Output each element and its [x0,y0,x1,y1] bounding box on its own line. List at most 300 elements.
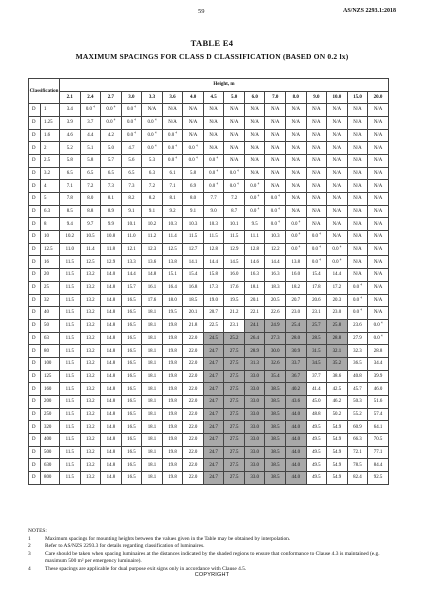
spacing-cell: 0.0 $^4$ [142,142,163,155]
spacing-cell: 14.8 [101,345,122,358]
spacing-cell: 0.0 $^4$ [183,142,204,155]
spacing-cell: N/A [265,167,286,180]
spacing-cell: N/A [327,104,348,117]
spacing-cell: 11.5 [60,434,81,447]
spacing-cell: 13.8 [286,256,307,269]
spacing-cell: 16.5 [121,421,142,434]
spacing-cell: 0.0 $^4$ [265,205,286,218]
spacing-cell: N/A [327,116,348,129]
spacing-cell: 11.4 [162,231,183,244]
class-value: 800 [41,472,60,485]
spacing-cell: 44.0 [286,446,307,459]
spacing-cell: 22.1 [244,307,265,320]
spacing-cell: 84.4 [368,459,389,472]
spacing-cell: 23.0 [286,307,307,320]
class-letter: D [29,408,41,421]
spacing-cell: 33.0 [244,408,265,421]
spacing-cell: 14.4 [121,269,142,282]
spacing-cell: 4.4 [80,129,101,142]
spacing-cell: 14.5 [224,256,245,269]
spacing-cell: 16.5 [121,319,142,332]
spacing-cell: 14.8 [101,307,122,320]
spacing-cell: N/A [286,205,307,218]
spacing-cell: 8.1 [162,193,183,206]
spacing-cell: 24.1 [244,319,265,332]
spacing-cell: 11.5 [60,345,81,358]
spacing-cell: 14.4 [203,256,224,269]
spacing-cell: 14.8 [101,396,122,409]
table-row [29,256,389,269]
height-col-header: 20.0 [368,92,389,104]
spacing-cell: N/A [265,116,286,129]
spacing-cell: 16.0 [286,269,307,282]
class-value: 500 [41,446,60,459]
spacing-cell: 0.0 $^4$ [286,243,307,256]
class-value: 6.3 [41,205,60,218]
spacing-cell: N/A [183,104,204,117]
spacing-cell: 19.8 [162,446,183,459]
height-col-header: 6.0 [244,92,265,104]
spacing-cell: 24.5 [203,332,224,345]
spacing-cell: N/A [347,142,368,155]
spacing-cell: 11.5 [60,332,81,345]
spacing-cell: 21.8 [183,319,204,332]
spacing-cell: 33.0 [244,472,265,485]
table-row [29,104,389,117]
spacing-cell: N/A [286,154,307,167]
spacing-cell: 9.4 [60,218,81,231]
spacing-cell: 0.0 $^4$ [162,129,183,142]
spacing-cell: 5.6 [121,154,142,167]
spacing-cell: 14.8 [101,408,122,421]
spacing-cell: N/A [327,167,348,180]
spacing-cell: 33.0 [244,396,265,409]
spacing-cell: 16.5 [121,383,142,396]
spacing-cell: 7.3 [101,180,122,193]
class-value: 630 [41,459,60,472]
spacing-cell: 0.0 $^4$ [101,116,122,129]
class-letter: D [29,383,41,396]
spacing-cell: 8.2 [142,193,163,206]
class-value: 2 [41,142,60,155]
spacing-cell: 24.7 [203,408,224,421]
spacing-cell: 13.2 [80,370,101,383]
spacing-cell: N/A [244,104,265,117]
class-letter: D [29,281,41,294]
spacing-cell: 16.5 [121,370,142,383]
spacing-cell: 14.1 [183,256,204,269]
spacing-cell: 18.1 [142,383,163,396]
spacing-cell: 11.5 [60,472,81,485]
spacing-cell: 25.4 [286,319,307,332]
spacing-cell: 5.3 [142,154,163,167]
spacing-cell: 9.9 [101,218,122,231]
table-row [29,370,389,383]
spacing-cell: 14.8 [101,434,122,447]
spacing-cell: 50.2 [327,408,348,421]
spacing-cell: 39.9 [368,370,389,383]
spacing-cell: 18.1 [244,281,265,294]
height-col-header: 10.0 [327,92,348,104]
spacing-cell: 11.4 [80,243,101,256]
spacing-cell: 20.7 [203,307,224,320]
spacing-cell: N/A [347,129,368,142]
spacing-cell: 24.7 [203,459,224,472]
table-row [29,307,389,320]
spacing-cell: 13.8 [162,256,183,269]
spacing-cell: 8.7 [224,205,245,218]
class-value: 80 [41,345,60,358]
spacing-cell: 16.3 [244,269,265,282]
spacing-cell: 48.8 [306,408,327,421]
class-value: 2.5 [41,154,60,167]
spacing-cell: 12.1 [121,243,142,256]
table-row [29,180,389,193]
spacing-cell: 11.1 [244,231,265,244]
spacing-cell: 0.0 $^4$ [327,243,348,256]
spacing-cell: 16.5 [121,294,142,307]
height-col-header: 5.0 [224,92,245,104]
spacing-cell: N/A [203,116,224,129]
class-value: 40 [41,307,60,320]
spacing-cell: 17.3 [203,281,224,294]
table-row [29,193,389,206]
notes-heading: NOTES: [28,528,47,534]
spacing-cell: N/A [286,129,307,142]
spacing-cell: 11.5 [203,231,224,244]
class-letter: D [29,116,41,129]
spacing-cell: 16.5 [121,332,142,345]
spacing-cell: 27.5 [224,459,245,472]
spacing-cell: 0.0 $^4$ [121,104,142,117]
spacing-cell: 22.0 [183,357,204,370]
spacing-cell: 12.7 [183,243,204,256]
spacing-cell: 13.2 [80,408,101,421]
class-letter: D [29,205,41,218]
spacing-cell: 54.9 [327,421,348,434]
spacing-cell: N/A [368,218,389,231]
spacing-cell: 13.6 [142,256,163,269]
spacing-cell: 21.2 [224,307,245,320]
spacing-cell: 11.0 [121,231,142,244]
spacing-cell: 16.0 [224,269,245,282]
height-col-header: 4.0 [183,92,204,104]
spacing-cell: N/A [306,129,327,142]
spacing-cell: N/A [327,193,348,206]
spacing-cell: 9.0 [203,205,224,218]
table-row [29,281,389,294]
spacing-cell: 16.5 [121,396,142,409]
spacing-cell: 24.7 [203,383,224,396]
spacing-cell: 11.5 [60,396,81,409]
spacing-cell: 14.8 [101,383,122,396]
spacing-cell: 15.1 [162,269,183,282]
spacing-cell: 33.0 [244,383,265,396]
spacing-cell: 5.8 [80,154,101,167]
table-row [29,294,389,307]
spacing-cell: 24.7 [203,434,224,447]
spacing-cell: 35.4 [265,370,286,383]
spacing-cell: 14.6 [244,256,265,269]
spacing-cell: 22.0 [183,345,204,358]
spacing-cell: 11.5 [60,459,81,472]
spacing-cell: 33.0 [244,459,265,472]
spacing-cell: 22.0 [183,472,204,485]
spacing-cell: N/A [368,129,389,142]
spacing-cell: 5.7 [101,154,122,167]
spacing-cell: 8.5 [60,205,81,218]
spacing-cell: 11.5 [60,319,81,332]
spacing-cell: 6.5 [60,167,81,180]
spacing-cell: 35.2 [327,357,348,370]
class-value: 12.5 [41,243,60,256]
spacing-cell: 11.5 [183,231,204,244]
spacing-cell: N/A [368,180,389,193]
spacing-cell: 49.5 [306,421,327,434]
spacing-cell: 26.4 [244,332,265,345]
spacing-cell: 14.8 [101,294,122,307]
spacing-cell: 23.1 [224,319,245,332]
note-text: Refer to AS/NZS 2293.3 for details regarding classification of luminaires. [45,543,205,550]
spacing-cell: 10.1 [224,218,245,231]
spacing-cell: 0.0 $^4$ [203,154,224,167]
spacing-cell: 45.0 [306,396,327,409]
spacing-cell: N/A [183,116,204,129]
spacing-cell: 27.9 [347,332,368,345]
spacing-cell: 44.0 [286,408,307,421]
spacing-cell: N/A [265,129,286,142]
spacing-cell: 13.2 [80,269,101,282]
spacing-cell: 12.3 [142,243,163,256]
spacing-cell: 14.8 [101,332,122,345]
spacing-cell: 0.0 $^4$ [327,256,348,269]
spacing-cell: 44.0 [286,421,307,434]
spacing-cell: 16.5 [121,345,142,358]
class-value: 10 [41,231,60,244]
spacing-cell: 28.0 [286,332,307,345]
spacing-cell: 38.5 [265,472,286,485]
spacing-cell: 0.0 $^4$ [183,154,204,167]
spacing-cell: 16.3 [265,269,286,282]
spacing-cell: 22.0 [183,434,204,447]
class-letter: D [29,307,41,320]
spacing-cell: N/A [347,167,368,180]
spacing-cell: 5.8 [183,167,204,180]
spacing-cell: 0.0 $^4$ [203,167,224,180]
spacing-cell: N/A [244,167,265,180]
class-letter: D [29,256,41,269]
spacing-cell: 77.1 [368,446,389,459]
class-letter: D [29,459,41,472]
spacing-cell: 0.0 $^4$ [80,104,101,117]
spacing-cell: N/A [286,116,307,129]
spacing-cell: 27.5 [224,421,245,434]
class-value: 1.25 [41,116,60,129]
spacing-cell: 27.3 [265,332,286,345]
spacing-cell: 82.4 [347,472,368,485]
spacing-cell: 14.8 [101,281,122,294]
spacing-cell: 57.4 [368,408,389,421]
spacing-cell: 7.2 [142,180,163,193]
note-item [28,543,398,551]
height-col-header: 7.0 [265,92,286,104]
spacing-cell: 33.0 [244,434,265,447]
class-letter: D [29,319,41,332]
spacing-cell: 27.5 [224,357,245,370]
table-row [29,408,389,421]
class-value: 4 [41,180,60,193]
standard-code: AS/NZS 2293.1:2018 [342,8,396,14]
spacing-cell: N/A [347,154,368,167]
note-text: Care should be taken when spacing luminaires at the distances indicated by the shaded regions to ensure that conformance to Clause 4.3 is maintained (e.g. maximum 500 m² per emergency luminaire). [45,550,380,565]
spacing-cell: 44.0 [286,472,307,485]
class-value: 8 [41,218,60,231]
spacing-cell: 16.5 [121,434,142,447]
spacing-cell: 13.2 [80,307,101,320]
spacing-cell: 0.0 $^4$ [244,180,265,193]
spacing-cell: 13.2 [80,332,101,345]
spacing-cell: N/A [244,116,265,129]
page-number: 59 [198,8,205,15]
table-row [29,357,389,370]
spacing-cell: 8.9 [101,205,122,218]
spacing-cell: 30.0 [265,345,286,358]
spacing-cell: 19.8 [162,383,183,396]
spacing-cell: 0.0 $^4$ [162,154,183,167]
spacing-cell: N/A [368,142,389,155]
spacing-cell: 38.5 [265,446,286,459]
spacing-cell: 14.8 [101,357,122,370]
spacing-cell: N/A [368,167,389,180]
class-value: 200 [41,396,60,409]
spacing-cell: 19.8 [162,396,183,409]
spacing-cell: 11.0 [60,243,81,256]
class-letter: D [29,231,41,244]
spacing-cell: 24.9 [265,319,286,332]
spacing-cell: 17.2 [327,281,348,294]
spacing-cell: 6.1 [162,167,183,180]
spacing-cell: 22.0 [183,332,204,345]
class-letter: D [29,243,41,256]
spacing-cell: 0.0 $^4$ [142,116,163,129]
spacing-cell: 16.5 [121,357,142,370]
spacing-cell: 22.5 [203,319,224,332]
spacing-cell: 49.5 [306,459,327,472]
spacing-cell: N/A [368,307,389,320]
spacing-cell: 11.5 [60,421,81,434]
spacing-cell: N/A [224,142,245,155]
height-col-header: 2.4 [80,92,101,104]
spacing-cell: 23.6 [347,319,368,332]
table-row [29,167,389,180]
spacing-cell: 18.3 [265,281,286,294]
spacing-cell: 11.5 [60,281,81,294]
spacing-cell: 20.6 [306,294,327,307]
spacing-cell: N/A [203,104,224,117]
spacing-cell: N/A [347,269,368,282]
spacing-cell: N/A [203,142,224,155]
spacing-cell: 5.8 [60,154,81,167]
spacing-cell: 0.0 $^4$ [265,193,286,206]
table-row [29,218,389,231]
spacing-cell: 3.4 [60,104,81,117]
height-col-header: 3.3 [142,92,163,104]
spacing-cell: N/A [327,180,348,193]
table-row [29,319,389,332]
spacing-cell: 13.2 [80,446,101,459]
spacing-cell: N/A [368,104,389,117]
spacing-cell: 49.5 [306,446,327,459]
table-row [29,205,389,218]
spacing-cell: 22.0 [183,421,204,434]
spacing-cell: 31.5 [306,345,327,358]
spacing-cell: 44.0 [286,434,307,447]
spacing-cell: 0.0 $^4$ [162,142,183,155]
class-value: 50 [41,319,60,332]
spacing-cell: 0.0 $^4$ [306,243,327,256]
spacing-cell: 0.0 $^4$ [306,256,327,269]
spacing-cell: 7.7 [203,193,224,206]
spacing-cell: 19.8 [162,459,183,472]
table-row [29,446,389,459]
spacing-cell: N/A [327,154,348,167]
class-letter: D [29,396,41,409]
spacing-cell: 18.0 [162,294,183,307]
spacing-cell: 18.1 [142,396,163,409]
table-row [29,383,389,396]
classification-header: Classification [29,79,60,104]
spacing-cell: N/A [306,104,327,117]
spacing-cell: 8.0 [80,193,101,206]
spacing-cell: 0.0 $^4$ [347,294,368,307]
spacing-cell: N/A [162,104,183,117]
spacing-cell: 24.7 [203,396,224,409]
spacing-cell: N/A [244,142,265,155]
spacing-cell: 4.2 [101,129,122,142]
copyright-footer: COPYRIGHT [194,572,230,578]
spacing-cell: 7.2 [224,193,245,206]
spacing-cell: 44.0 [286,459,307,472]
height-header: Height, m [60,79,389,92]
class-letter: D [29,167,41,180]
spacing-cell: 36.7 [286,370,307,383]
spacing-cell: 16.5 [121,307,142,320]
spacing-cell: N/A [368,193,389,206]
spacing-cell: 24.7 [203,345,224,358]
spacing-cell: N/A [347,193,368,206]
spacing-cell: 0.0 $^4$ [347,307,368,320]
spacing-cell: N/A [224,129,245,142]
spacing-cell: 20.1 [183,307,204,320]
spacing-cell: 14.8 [101,370,122,383]
spacing-cell: N/A [368,294,389,307]
class-letter: D [29,129,41,142]
spacing-cell: 18.1 [142,345,163,358]
spacing-cell: N/A [224,154,245,167]
spacing-cell: 0.0 $^4$ [244,205,265,218]
height-col-header: 2.7 [101,92,122,104]
spacing-cell: 11.5 [60,370,81,383]
spacing-cell: 27.5 [224,446,245,459]
class-value: 3.2 [41,167,60,180]
spacing-cell: 14.8 [101,459,122,472]
spacing-cell: 3.9 [60,116,81,129]
spacing-cell: 9.1 [183,205,204,218]
spacing-cell: 13.2 [80,459,101,472]
height-col-header: 2.1 [60,92,81,104]
spacing-cell: 9.1 [142,205,163,218]
note-number: 2 [28,543,31,550]
